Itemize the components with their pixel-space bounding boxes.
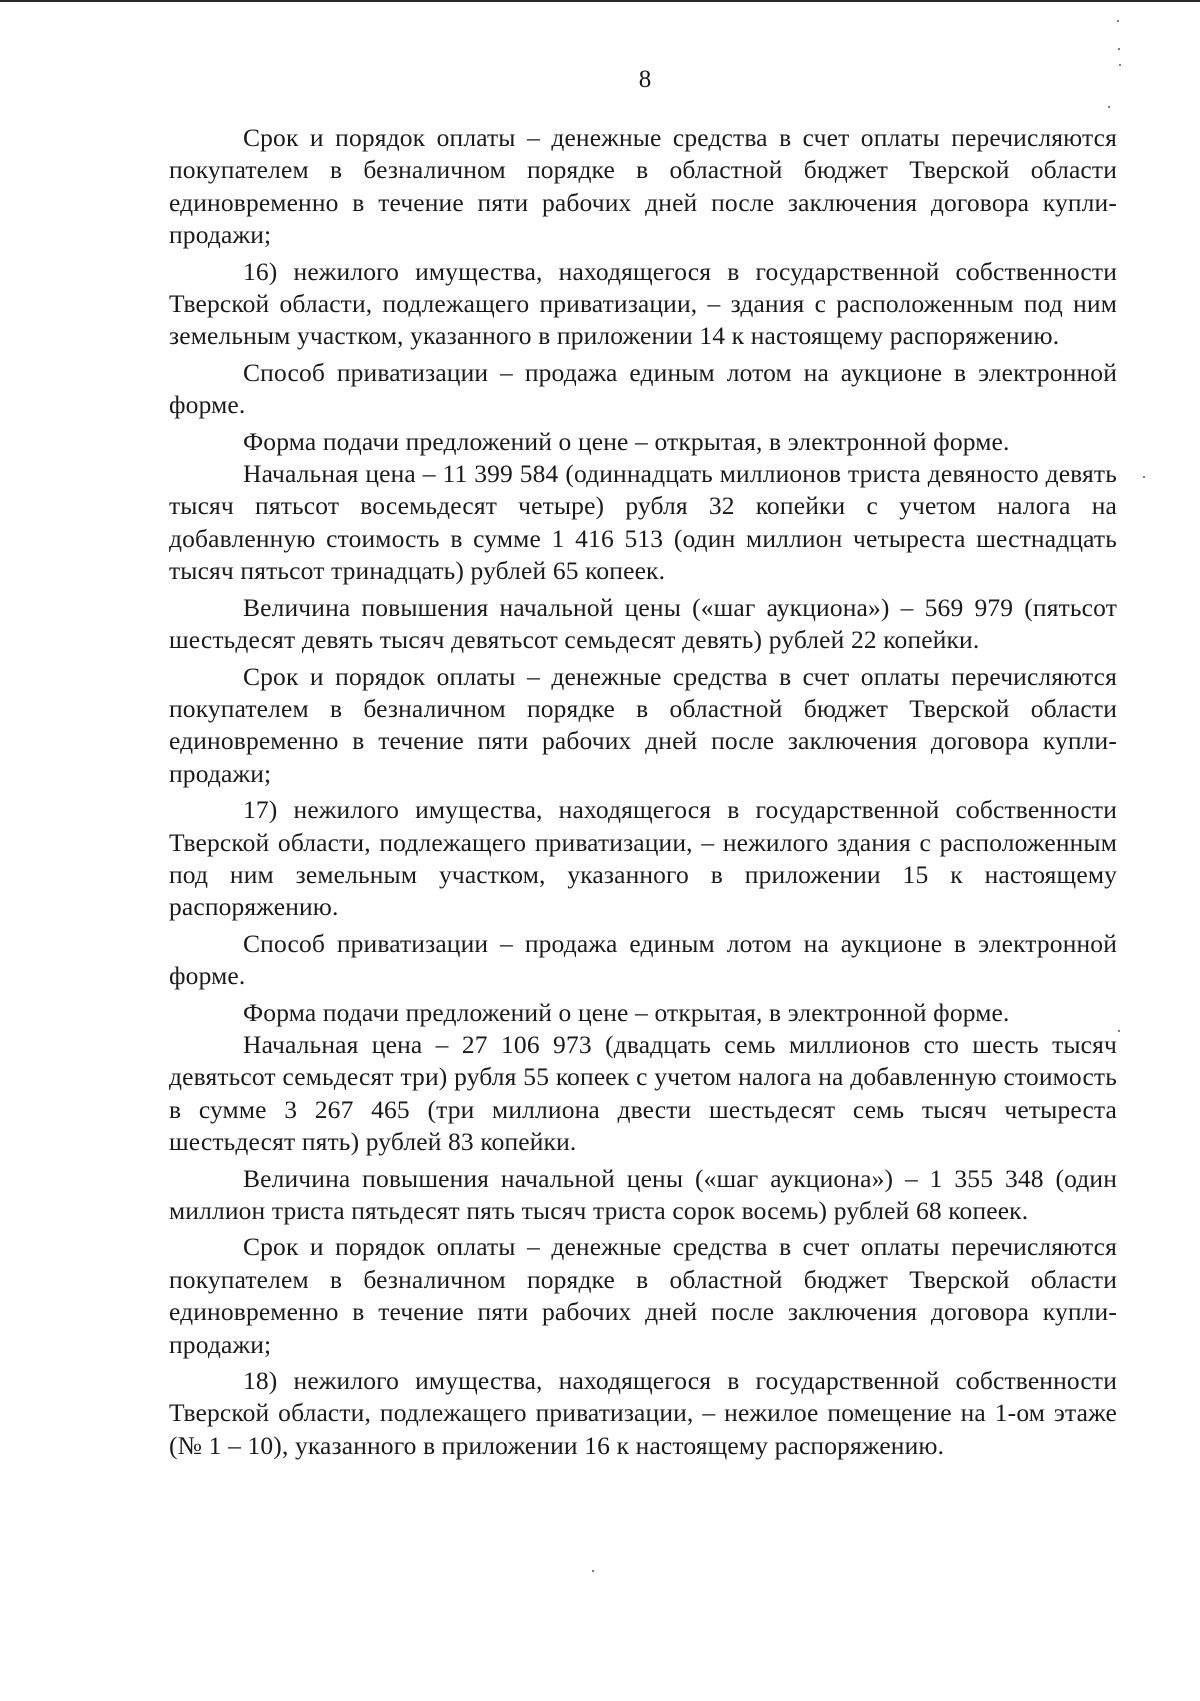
paragraph-item-16: 16) нежилого имущества, находящегося в государственной собственности Тверской области, подлежащего приватизации, – здания с расположенным под ним земельным участком, указанного в приложении 14 к настоящему распоряжению. [169,256,1117,351]
page-number: 8 [638,66,652,93]
paragraph-auction-step-2: Величина повышения начальной цены («шаг аукциона») – 1 355 348 (один миллион триста пятьдесят пять тысяч триста сорок восемь) рублей 68 копеек. [169,1163,1117,1225]
scan-speck [1118,1030,1120,1032]
scan-speck [592,1570,594,1572]
paragraph-initial-price-1: Начальная цена – 11 399 584 (одиннадцать миллионов триста девяносто девять тысяч пятьсот восемьдесят четыре) рубля 32 копейки с учетом налога на добавленную стоимость в сумме 1 416 513 (один миллион четыреста шестнадцать тысяч пятьсот тринадцать) рублей 65 копеек. [169,459,1117,586]
top-border-line [0,0,1200,2]
paragraph-auction-step-1: Величина повышения начальной цены («шаг аукциона») – 569 979 (пятьсот шестьдесят девять тысяч девятьсот семьдесят девять) рублей 22 копейки. [169,592,1117,655]
paragraph-payment-terms-3: Срок и порядок оплаты – денежные средства в счет оплаты перечисляются покупателем в безналичном порядке в областной бюджет Тверской области единовременно в течение пяти рабочих дней после заключения договора купли-продажи; [169,1232,1117,1359]
scan-speck [1119,64,1121,66]
paragraph-initial-price-2: Начальная цена – 27 106 973 (двадцать семь миллионов сто шесть тысяч девятьсот семьдесят три) рубля 55 копеек с учетом налога на добавленную стоимость в сумме 3 267 465 (три миллиона двести шестьдесят семь тысяч четыреста шестьдесят пять) рублей 83 копейки. [169,1029,1117,1157]
paragraph-bid-form-1: Форма подачи предложений о цене – открытая, в электронной форме. [243,426,1010,456]
paragraph-item-18: 18) нежилого имущества, находящегося в государственной собственности Тверской области, подлежащего приватизации, – нежилое помещение на 1-ом этаже (№ 1 – 10), указанного в приложении 16 к настоящему распоряжению. [169,1366,1117,1460]
paragraph-privatization-method-2: Способ приватизации – продажа единым лотом на аукционе в электронной форме. [169,928,1117,991]
paragraph-payment-terms-1: Срок и порядок оплаты – денежные средства в счет оплаты перечисляются покупателем в безналичном порядке в областной бюджет Тверской области единовременно в течение пяти рабочих дней после заключения договора купли-продажи; [169,123,1117,250]
paragraph-bid-form-2: Форма подачи предложений о цене – открытая, в электронной форме. [243,997,1010,1027]
scan-speck [1117,20,1119,22]
scan-speck [1108,106,1110,108]
paragraph-item-17: 17) нежилого имущества, находящегося в государственной собственности Тверской области, подлежащего приватизации, – нежилого здания с расположенным под ним земельным участком, указанного в приложении 15 к настоящему распоряжению. [169,795,1117,922]
scan-speck [1118,48,1120,50]
paragraph-privatization-method-1: Способ приватизации – продажа единым лотом на аукционе в электронной форме. [169,357,1117,420]
paragraph-payment-terms-2: Срок и порядок оплаты – денежные средства в счет оплаты перечисляются покупателем в безналичном порядке в областной бюджет Тверской области единовременно в течение пяти рабочих дней после заключения договора купли-продажи; [169,661,1117,788]
scan-speck [1143,476,1145,478]
document-body [169,122,1117,1462]
